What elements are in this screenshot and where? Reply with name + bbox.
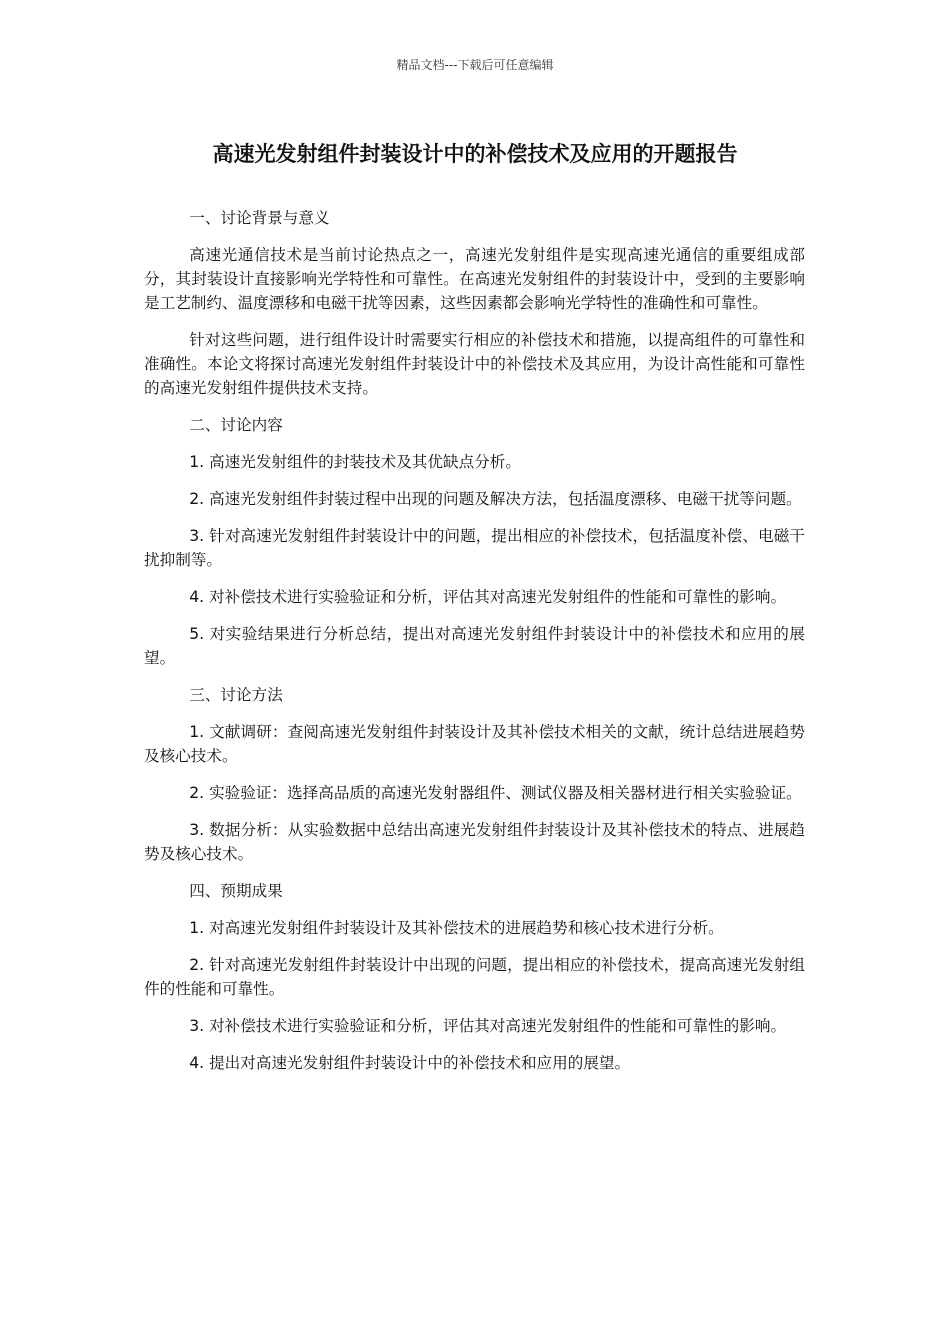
paragraph: 高速光通信技术是当前讨论热点之一，高速光发射组件是实现高速光通信的重要组成部分，其封装设计直接影响光学特性和可靠性。在高速光发射组件的封装设计中，受到的主要影响是工艺制约、温度漂移和电磁干扰等因素，这些因素都会影响光学特性的准确性和可靠性。 [144, 246, 805, 312]
document-title: 高速光发射组件封装设计中的补偿技术及应用的开题报告 [212, 142, 738, 166]
section-heading-background: 一、讨论背景与意义 [189, 209, 330, 227]
list-item: 1. 高速光发射组件的封装技术及其优缺点分析。 [189, 453, 521, 471]
list-item: 3. 对补偿技术进行实验验证和分析，评估其对高速光发射组件的性能和可靠性的影响。 [189, 1017, 787, 1035]
list-item: 4. 提出对高速光发射组件封装设计中的补偿技术和应用的展望。 [189, 1054, 631, 1072]
list-item: 4. 对补偿技术进行实验验证和分析，评估其对高速光发射组件的性能和可靠性的影响。 [189, 588, 787, 606]
list-item: 2. 实验验证：选择高品质的高速光发射器组件、测试仪器及相关器材进行相关实验验证。 [189, 784, 802, 802]
list-item: 1. 对高速光发射组件封装设计及其补偿技术的进展趋势和核心技术进行分析。 [189, 919, 724, 937]
list-item: 1. 文献调研：查阅高速光发射组件封装设计及其补偿技术相关的文献，统计总结进展趋势及核心技术。 [144, 723, 805, 765]
list-item: 2. 高速光发射组件封装过程中出现的问题及解决方法，包括温度漂移、电磁干扰等问题。 [189, 490, 802, 508]
list-item: 3. 针对高速光发射组件封装设计中的问题，提出相应的补偿技术，包括温度补偿、电磁干扰抑制等。 [144, 527, 805, 569]
paragraph: 针对这些问题，进行组件设计时需要实行相应的补偿技术和措施，以提高组件的可靠性和准确性。本论文将探讨高速光发射组件封装设计中的补偿技术及其应用，为设计高性能和可靠性的高速光发射组件提供技术支持。 [144, 331, 805, 397]
list-item: 3. 数据分析：从实验数据中总结出高速光发射组件封装设计及其补偿技术的特点、进展趋势及核心技术。 [144, 821, 805, 863]
section-heading-methods: 三、讨论方法 [189, 686, 283, 704]
list-item: 5. 对实验结果进行分析总结，提出对高速光发射组件封装设计中的补偿技术和应用的展望。 [144, 625, 805, 667]
list-item: 2. 针对高速光发射组件封装设计中出现的问题，提出相应的补偿技术，提高高速光发射组件的性能和可靠性。 [144, 956, 805, 998]
document-body [144, 206, 805, 1088]
header-note: 精品文档---下载后可任意编辑 [396, 58, 554, 72]
section-heading-expected-results: 四、预期成果 [189, 882, 283, 900]
section-heading-content: 二、讨论内容 [189, 416, 283, 434]
